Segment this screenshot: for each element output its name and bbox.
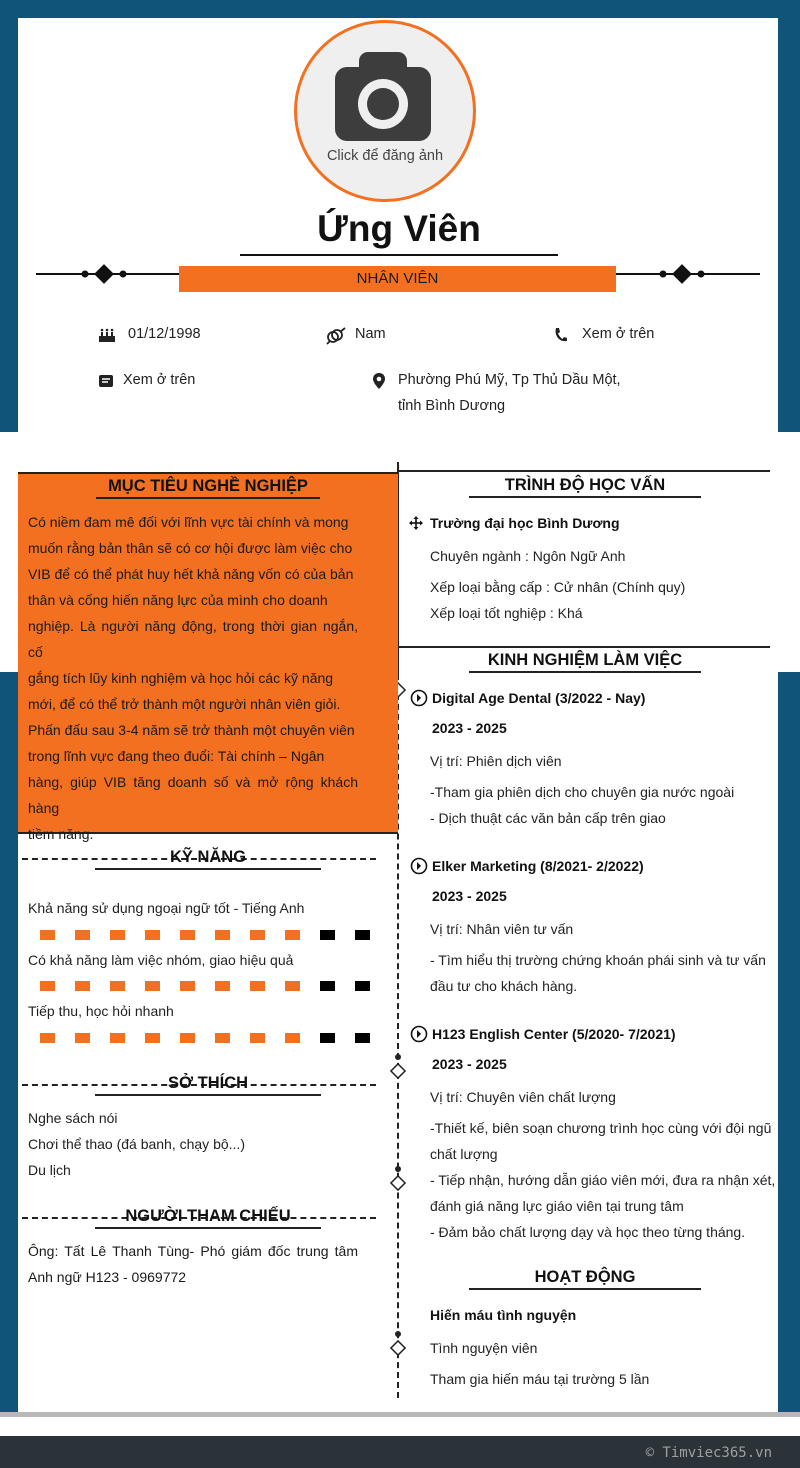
skill-dot-filled [180, 930, 195, 940]
job-line: - Tìm hiểu thị trường chứng khoán phái sinh và tư vấn [430, 952, 766, 968]
address-line-2: tỉnh Bình Dương [398, 398, 506, 414]
hobby-item: Du lịch [28, 1162, 71, 1178]
skill-dot-filled [250, 1033, 265, 1043]
job-line: Vị trí: Phiên dịch viên [430, 753, 562, 769]
arrow-circle-icon [410, 1025, 428, 1043]
skill-dot-filled [40, 930, 55, 940]
avatar-caption: Click để đăng ảnh [326, 148, 444, 164]
left-ornament [36, 264, 180, 284]
phone-value: Xem ở trên [582, 326, 655, 342]
location-pin-icon [373, 373, 385, 389]
skill-label: Khả năng sử dụng ngoại ngữ tốt - Tiếng Anh [28, 900, 305, 916]
job-line: Vị trí: Nhân viên tư vấn [430, 921, 574, 937]
job-line: - Dịch thuật các văn bản cấp trên giao [430, 810, 666, 826]
hobby-item: Nghe sách nói [28, 1110, 118, 1126]
skill-dot-empty [320, 981, 335, 991]
references-text: Ông: Tất Lê Thanh Tùng- Phó giám đốc trung tâm Anh ngữ H123 - 0969772 [28, 1243, 358, 1285]
skill-dot-filled [180, 981, 195, 991]
job-line: -Tham gia phiên dịch cho chuyên gia nước ngoài [430, 784, 735, 800]
skill-dot-filled [145, 930, 160, 940]
skill-dot-filled [75, 930, 90, 940]
skill-dot-filled [110, 930, 125, 940]
objective-text: Có niềm đam mê đối với lĩnh vực tài chính và mong muốn rằng bản thân sẽ có cơ hội được làm việc cho VIB để có thể phát huy hết khả năng vốn có của bản thân và cống hiến năng lực của mình cho doanh nghiệp. Là người năng động, trong thời gian ngắn, cố gắng tích lũy kinh nghiệm và học hỏi các kỹ năng mới, để có thể trở thành một người nhân viên giỏi. Phấn đấu sau 3-4 năm sẽ trở thành một chuyên viên trong lĩnh vực đang theo đuổi: Tài chính – Ngân hàng, giúp VIB tăng doanh số và mở rộng khách hàng tiềm năng. [28, 514, 358, 842]
cake-icon [98, 327, 116, 343]
skill-label: Tiếp thu, học hỏi nhanh [28, 1003, 174, 1019]
school-name: Trường đại học Bình Dương [430, 515, 620, 531]
address-row [373, 372, 673, 418]
gender-value: Nam [355, 326, 386, 342]
hobby-item: Chơi thể thao (đá banh, chạy bộ...) [28, 1136, 245, 1152]
skill-dot-filled [110, 981, 125, 991]
skill-dot-filled [250, 930, 265, 940]
job-years: 2023 - 2025 [432, 720, 507, 736]
phone-icon [554, 327, 568, 343]
skill-dot-filled [180, 1033, 195, 1043]
references-title-underline [95, 1227, 321, 1229]
hobbies-title: SỞ THÍCH [167, 1074, 249, 1092]
skills-title-underline [95, 868, 321, 870]
activity-description: Tham gia hiến máu tại trường 5 lần [430, 1371, 650, 1387]
timeline-marker [390, 1166, 406, 1196]
skill-dot-filled [215, 981, 230, 991]
skill-label: Có khả năng làm việc nhóm, giao hiệu quả [28, 952, 294, 968]
skill-dot-empty [320, 1033, 335, 1043]
references-title: NGƯỜI THAM CHIẾU [125, 1207, 291, 1225]
skill-dot-filled [40, 1033, 55, 1043]
timeline-marker [390, 1331, 406, 1361]
skills-title: KỸ NĂNG [169, 848, 247, 866]
skill-dot-filled [145, 981, 160, 991]
skill-dot-empty [355, 930, 370, 940]
activity-role: Tình nguyện viên [430, 1340, 538, 1356]
job-line: đánh giá năng lực giáo viên tại trung tâm [430, 1198, 684, 1214]
experience-title-underline [469, 671, 701, 673]
email-icon [98, 373, 114, 389]
phone-row [554, 326, 704, 346]
job-years: 2023 - 2025 [432, 888, 507, 904]
footer-copyright: © Timviec365.vn [645, 1445, 772, 1461]
job-line: Vị trí: Chuyên viên chất lượng [430, 1089, 616, 1105]
skill-dot-filled [75, 1033, 90, 1043]
footer [0, 1436, 800, 1468]
experience-title: KINH NGHIỆM LÀM VIỆC [487, 651, 683, 669]
timeline-marker [390, 1054, 406, 1084]
job-line: chất lượng [430, 1146, 498, 1162]
candidate-name: Ứng Viên [317, 208, 481, 249]
skill-dot-filled [40, 981, 55, 991]
avatar-upload[interactable] [294, 20, 476, 202]
objective-title: MỤC TIÊU NGHỀ NGHIỆP [108, 477, 308, 495]
objective-title-underline [96, 497, 320, 499]
education-top-rule [399, 470, 770, 472]
birthday-value: 01/12/1998 [128, 326, 201, 342]
birthday-row [98, 326, 278, 346]
education-title-underline [469, 496, 701, 498]
gender-row [326, 326, 476, 346]
skill-dot-empty [355, 1033, 370, 1043]
divider [0, 1412, 800, 1417]
hobbies-title-underline [95, 1094, 321, 1096]
experience-top-rule [399, 646, 770, 648]
job-line: - Đảm bảo chất lượng dạy và học theo từng tháng. [430, 1224, 746, 1240]
job-line: - Tiếp nhận, hướng dẫn giáo viên mới, đưa ra nhận xét, [430, 1172, 776, 1188]
address-line-1: Phường Phú Mỹ, Tp Thủ Dầu Một, [398, 372, 621, 388]
skill-dot-filled [215, 930, 230, 940]
camera-icon [331, 49, 435, 141]
activity-name: Hiến máu tình nguyện [430, 1307, 577, 1323]
skill-dot-filled [75, 981, 90, 991]
email-row [98, 372, 278, 392]
education-grade: Xếp loại tốt nghiệp : Khá [430, 605, 583, 621]
skill-dot-empty [320, 930, 335, 940]
skill-dot-filled [215, 1033, 230, 1043]
name-underline [240, 254, 558, 256]
education-title: TRÌNH ĐỘ HỌC VẤN [504, 476, 666, 494]
skill-dot-filled [110, 1033, 125, 1043]
gender-icon [326, 327, 346, 345]
skill-dot-filled [285, 930, 300, 940]
job-line: đầu tư cho khách hàng. [430, 978, 578, 994]
skill-dot-filled [145, 1033, 160, 1043]
education-degree: Xếp loại bằng cấp : Cử nhân (Chính quy) [430, 579, 686, 595]
activities-title: HOẠT ĐỘNG [534, 1268, 636, 1286]
skill-dot-filled [250, 981, 265, 991]
skill-dot-empty [355, 981, 370, 991]
email-value: Xem ở trên [123, 372, 196, 388]
job-years: 2023 - 2025 [432, 1056, 507, 1072]
arrow-circle-icon [410, 689, 428, 707]
skill-dot-filled [285, 1033, 300, 1043]
education-major: Chuyên ngành : Ngôn Ngữ Anh [430, 548, 626, 564]
job-line: -Thiết kế, biên soạn chương trình học cùng với đội ngũ [430, 1120, 772, 1136]
job-title-bar: NHÂN VIÊN [179, 266, 616, 292]
move-arrows-icon [409, 516, 423, 530]
right-ornament [616, 264, 760, 284]
skill-dot-filled [285, 981, 300, 991]
activities-title-underline [469, 1288, 701, 1290]
arrow-circle-icon [410, 857, 428, 875]
